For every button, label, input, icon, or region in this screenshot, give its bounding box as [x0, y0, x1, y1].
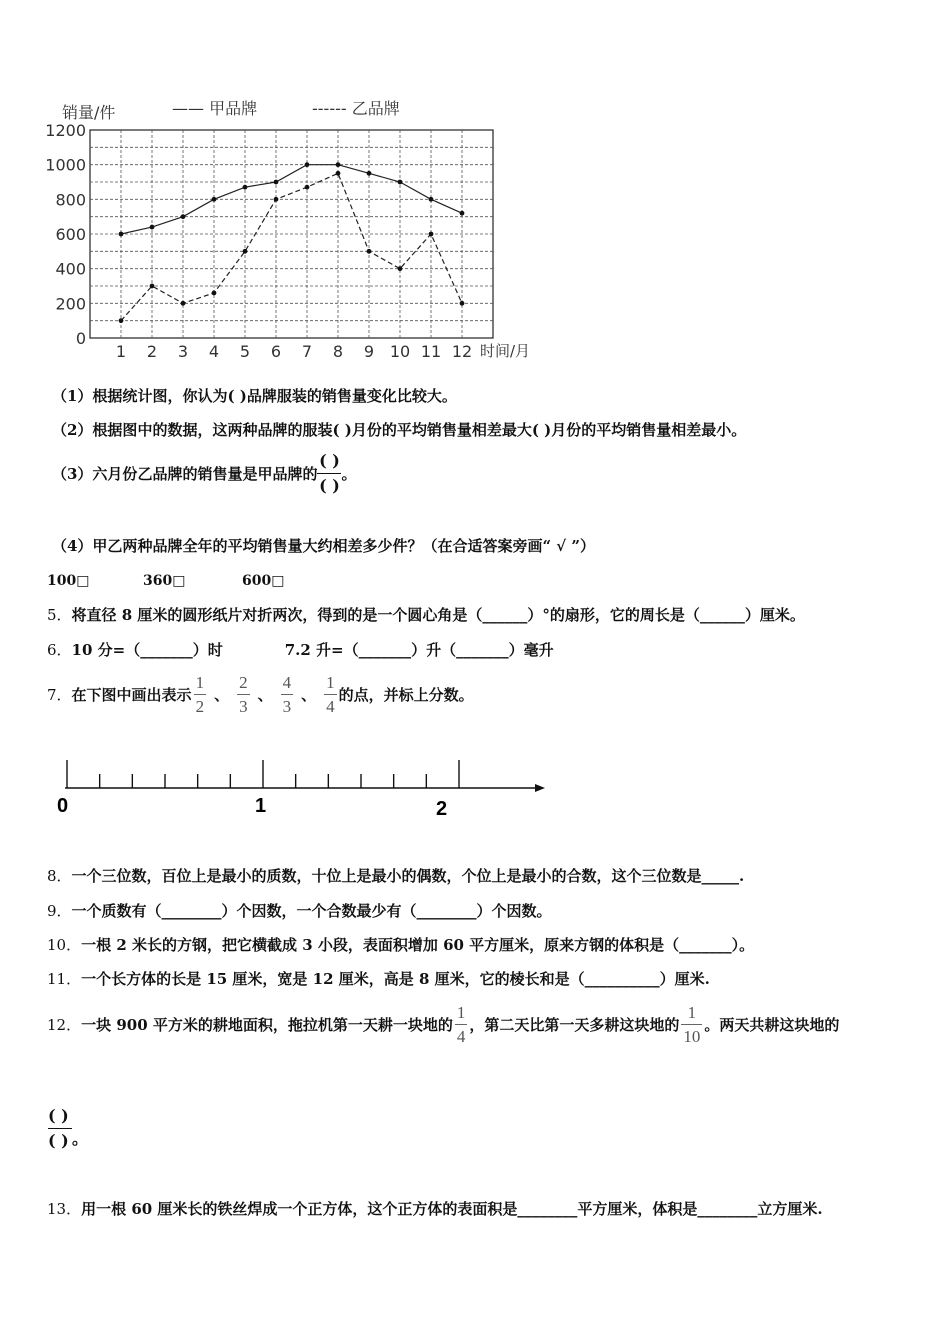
q8-number: 8． [47, 867, 72, 885]
q13-number: 13． [47, 1200, 82, 1218]
q6-number: 6． [47, 641, 72, 659]
q5-number: 5． [47, 606, 72, 624]
frac-denominator: 3 [282, 697, 292, 716]
x-tick-label: 5 [239, 342, 251, 361]
data-point-brand-a [429, 197, 434, 202]
x-tick-label: 6 [270, 342, 282, 361]
fraction-1-4-q12 [455, 1004, 468, 1045]
question-4: （4）甲乙两种品牌全年的平均销售量大约相差多少件？（在合适答案旁画“ √ ”） [52, 537, 595, 555]
question-13 [47, 1199, 823, 1219]
q13-text: 用一根 60 厘米长的铁丝焊成一个正方体，这个正方体的表面积是________平方厘米，体积是________立方厘米. [81, 1200, 823, 1218]
data-point-brand-b [119, 318, 124, 323]
q3-denominator: ( ) [319, 476, 340, 495]
y-tick-label: 800 [55, 190, 86, 210]
x-tick-labels [116, 342, 472, 361]
data-point-brand-a [367, 171, 372, 176]
y-axis-label: 销量/件 [62, 103, 116, 122]
q12-ans-numerator: ( ) [48, 1106, 69, 1125]
question-3-text: （3）六月份乙品牌的销售量是甲品牌的 [52, 465, 318, 483]
q12-ans-end: 。 [72, 1129, 89, 1148]
q10-text: 一根 2 米长的方钢，把它横截成 3 小段，表面积增加 60 平方厘米，原来方钢的体积是（_______）。 [81, 936, 755, 954]
question-6 [47, 640, 554, 660]
frac-numerator: 1 [687, 1003, 697, 1022]
q6-part1: 10 分=（_______）时 [71, 641, 223, 659]
chart-series [119, 162, 465, 323]
q7-text-after: 的点，并标上分数。 [338, 686, 474, 704]
x-tick-label: 11 [420, 342, 442, 361]
data-point-brand-a [398, 180, 403, 185]
y-tick-label: 1000 [45, 155, 86, 175]
number-line-label-2: 2 [436, 798, 448, 820]
q3-end: 。 [341, 465, 357, 483]
x-tick-label: 2 [146, 342, 158, 361]
frac-denominator: 2 [195, 697, 205, 716]
data-point-brand-a [150, 225, 155, 230]
x-axis-label: 时间/月 [480, 342, 531, 360]
question-5 [47, 605, 805, 625]
y-tick-label: 1200 [45, 121, 86, 140]
data-point-brand-b [243, 249, 248, 254]
data-point-brand-b [460, 301, 465, 306]
data-point-brand-a [274, 180, 279, 185]
number-line-label-1: 1 [255, 795, 267, 817]
data-point-brand-b [150, 284, 155, 289]
data-point-brand-b [398, 266, 403, 271]
x-tick-label: 10 [389, 342, 411, 361]
fraction-1-4 [324, 674, 337, 715]
data-point-brand-b [367, 249, 372, 254]
q12-text-a: 一块 900 平方米的耕地面积，拖拉机第一天耕一块地的 [81, 1016, 453, 1034]
q8-text: 一个三位数，百位上是最小的质数，十位上是最小的偶数，个位上是最小的合数，这个三位数是_____. [71, 867, 745, 885]
fraction-1-2 [194, 674, 207, 715]
q9-text: 一个质数有（________）个因数，一个合数最少有（________）个因数。 [71, 902, 552, 920]
number-line-label-0: 0 [57, 795, 69, 817]
data-point-brand-b [305, 185, 310, 190]
option-100[interactable]: 100□ [47, 573, 90, 589]
frac-denominator: 4 [456, 1027, 466, 1046]
question-1: （1）根据统计图，你认为( )品牌服装的销售量变化比较大。 [52, 387, 457, 405]
x-tick-label: 1 [115, 342, 127, 361]
data-point-brand-a [243, 185, 248, 190]
number-line-ticks [67, 760, 459, 788]
y-tick-label: 400 [55, 259, 86, 279]
option-360[interactable]: 360□ [143, 573, 186, 589]
frac-numerator: 4 [282, 673, 292, 692]
fraction-4-3 [281, 674, 294, 715]
data-point-brand-b [336, 171, 341, 176]
data-point-brand-a [460, 211, 465, 216]
x-tick-label: 4 [208, 342, 220, 361]
x-tick-label: 3 [177, 342, 189, 361]
q12-ans-denominator: ( ) [48, 1131, 69, 1150]
frac-numerator: 2 [239, 673, 248, 692]
data-point-brand-b [181, 301, 186, 306]
y-tick-label: 0 [75, 329, 86, 348]
data-point-brand-b [212, 291, 217, 296]
question-10 [47, 935, 754, 955]
fraction-1-10-q12 [681, 1004, 702, 1045]
x-tick-label: 12 [451, 342, 473, 361]
answer-fraction-q12 [48, 1108, 88, 1149]
data-point-brand-b [429, 232, 434, 237]
q12-number: 12． [47, 1016, 82, 1034]
question-8 [47, 866, 744, 886]
q3-numerator: ( ) [319, 451, 340, 470]
legend-brand-b: ------ 乙品牌 [312, 99, 400, 118]
question-3 [52, 453, 356, 494]
question-2: （2）根据图中的数据，这两种品牌的服装( )月份的平均销售量相差最大( )月份的平均销售量相差最小。 [52, 421, 747, 439]
y-tick-label: 200 [55, 294, 86, 314]
number-line-arrow [535, 784, 545, 792]
y-tick-label: 600 [55, 225, 86, 244]
separator: 、 [257, 686, 273, 704]
separator: 、 [301, 686, 317, 704]
answer-fraction-q3 [317, 453, 341, 494]
frac-numerator: 1 [195, 673, 205, 692]
data-point-brand-b [274, 197, 279, 202]
x-tick-label: 8 [332, 342, 344, 361]
frac-numerator: 1 [456, 1003, 466, 1022]
data-point-brand-a [119, 232, 124, 237]
q7-number: 7． [47, 686, 72, 704]
question-11 [47, 969, 710, 989]
question-12 [47, 1004, 839, 1045]
q11-text: 一个长方体的长是 15 厘米，宽是 12 厘米，高是 8 厘米，它的棱长和是（__________）厘米. [81, 970, 710, 988]
x-tick-label: 9 [363, 342, 375, 361]
legend-brand-a: —— 甲品牌 [172, 99, 258, 118]
frac-numerator: 1 [326, 673, 335, 692]
question-9 [47, 901, 552, 921]
option-600[interactable]: 600□ [242, 573, 285, 589]
question-7 [47, 674, 474, 715]
number-line [45, 752, 555, 822]
data-point-brand-a [212, 197, 217, 202]
frac-denominator: 4 [326, 697, 335, 716]
data-point-brand-a [181, 214, 186, 219]
series-line-brand-b [121, 173, 462, 320]
q5-text: 将直径 8 厘米的圆形纸片对折两次，得到的是一个圆心角是（______）°的扇形，它的周长是（______）厘米。 [71, 606, 805, 624]
x-tick-label: 7 [301, 342, 313, 361]
data-point-brand-a [305, 162, 310, 167]
q6-part2: 7.2 升=（_______）升（_______）毫升 [284, 641, 554, 659]
q7-text-before: 在下图中画出表示 [71, 686, 192, 704]
q10-number: 10． [47, 936, 82, 954]
y-tick-labels [45, 121, 86, 348]
q12-text-b: ，第二天比第一天多耕这块地的 [469, 1016, 680, 1034]
fraction-2-3 [237, 674, 250, 715]
q9-number: 9． [47, 902, 72, 920]
frac-denominator: 10 [683, 1027, 701, 1046]
q11-number: 11． [47, 970, 82, 988]
data-point-brand-a [336, 162, 341, 167]
frac-denominator: 3 [239, 697, 248, 716]
separator: 、 [214, 686, 230, 704]
q12-text-c: 。两天共耕这块地的 [704, 1016, 840, 1034]
sales-line-chart [40, 90, 560, 370]
